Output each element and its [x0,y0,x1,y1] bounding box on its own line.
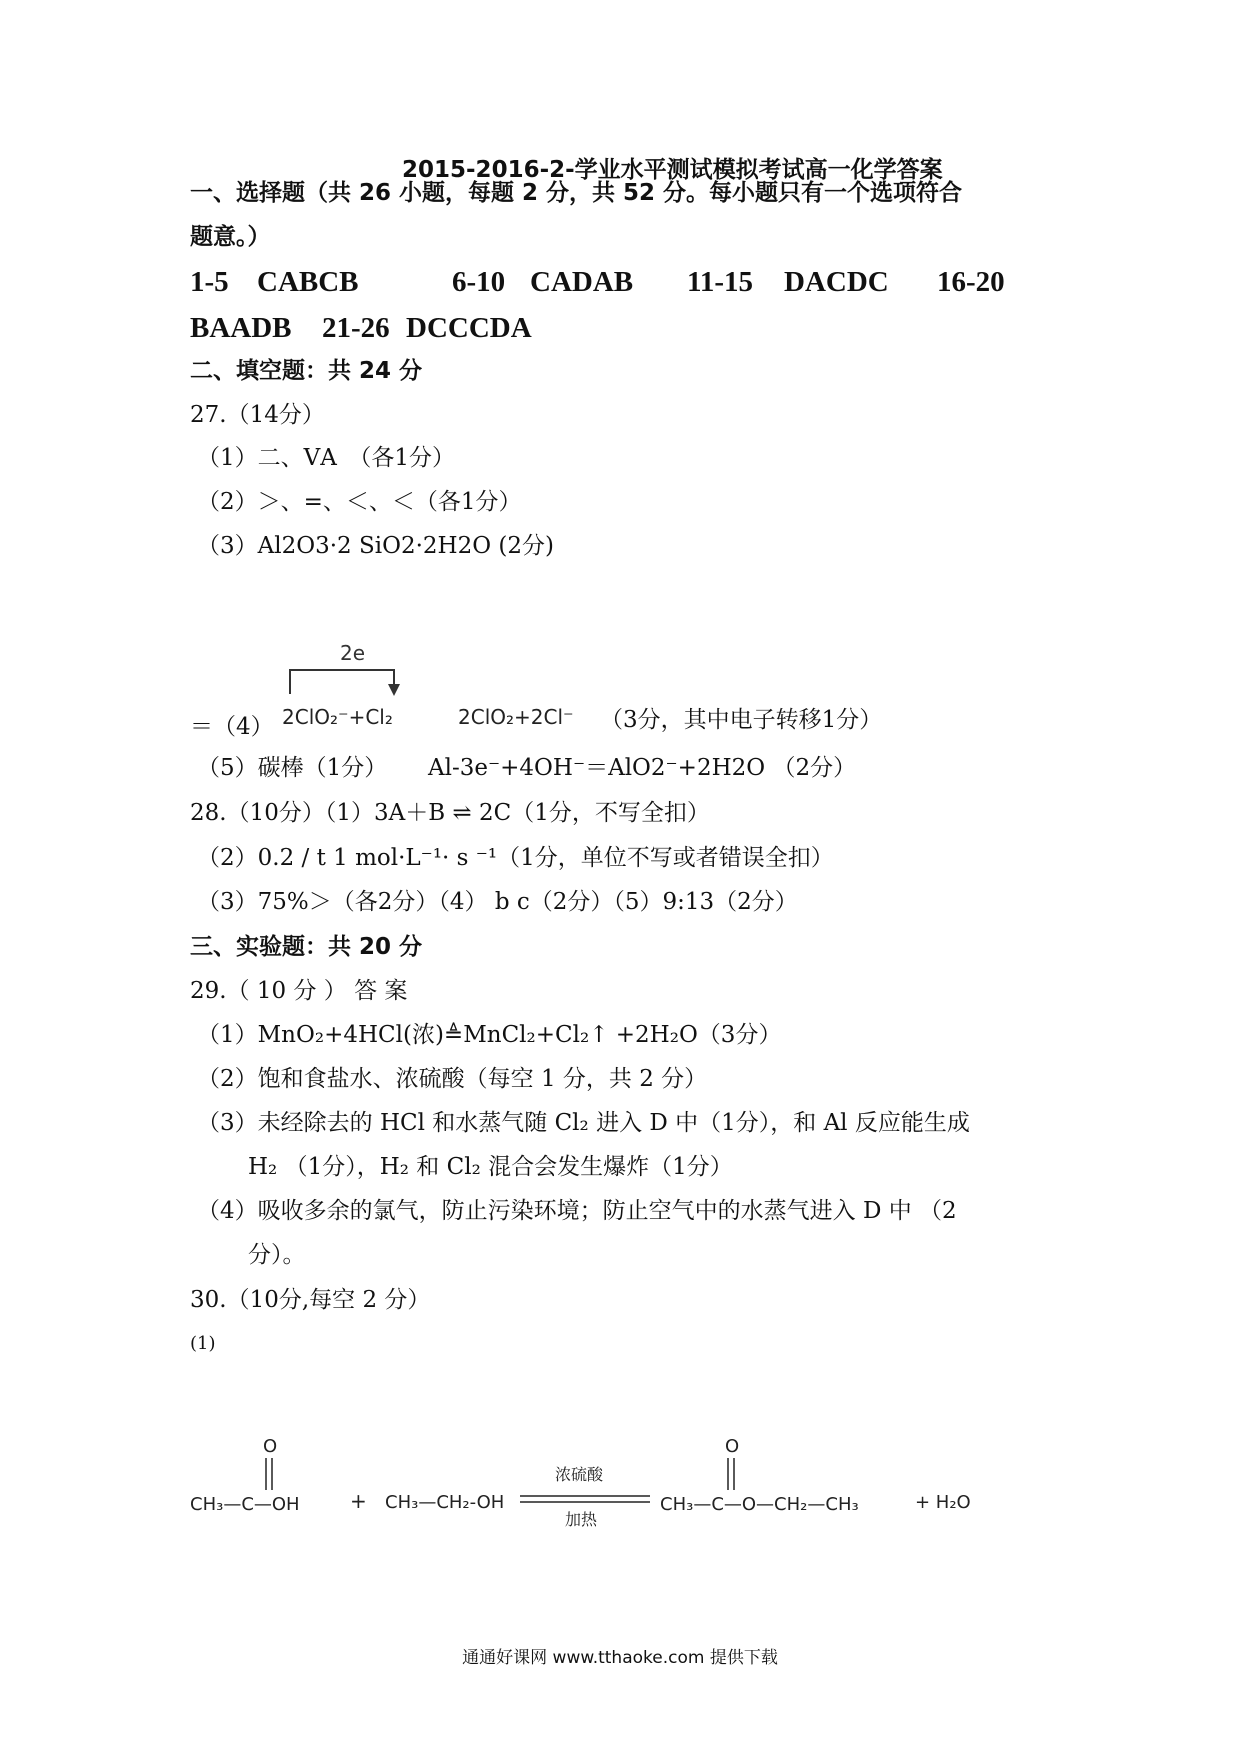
page-title: 2015-2016-2-学业水平测试模拟考试高一化学答案 [402,157,943,183]
answer-range: 21-26 [322,312,390,344]
ethyl-acetate-label: CH₃—C—O—CH₂—CH₃ [660,1494,859,1515]
q27-part4-note: （3分，其中电子转移1分） [600,707,883,733]
answer-range: 1-5 [190,266,229,298]
q29-header: 29.（ 10 分 ） 答 案 [190,978,408,1004]
answer-letters: DACDC [784,266,889,298]
q29-part4-line1: （4）吸收多余的氯气，防止污染环境；防止空气中的水蒸气进入 D 中 （2 [197,1198,957,1224]
esterification-equation [180,1430,1040,1530]
water-label: + H₂O [915,1492,971,1513]
q27-part4-left: 2ClO₂⁻+Cl₂ [282,705,393,729]
q27-part1: （1）二、ⅤA （各1分） [197,445,455,471]
q27-part4-right: 2ClO₂+2Cl⁻ [458,705,574,729]
ester-oxygen-label: O [725,1436,740,1457]
q29-part3-line2: H₂ （1分），H₂ 和 Cl₂ 混合会发生爆炸（1分） [248,1154,733,1180]
q29-part1: （1）MnO₂+4HCl(浓)≜MnCl₂+Cl₂↑ +2H₂O（3分） [197,1022,782,1048]
acetic-acid-label: CH₃—C—OH [190,1494,300,1515]
q27-header: 27.（14分） [190,402,325,428]
condition-top-label: 浓硫酸 [555,1465,604,1484]
answer-letters: CABCB [257,266,359,298]
electron-label: 2e [340,641,366,665]
q27-part2: （2）＞、=、＜、＜（各1分） [197,489,522,515]
electron-transfer-arrow [280,640,440,700]
section2-heading: 二、填空题：共 24 分 [190,358,423,384]
q27-part5-b: Al-3e⁻+4OH⁻＝AlO2⁻+2H2O （2分） [428,755,857,781]
q30-sub-label: (1) [190,1333,216,1354]
q27-part4-prefix: ＝（4） [190,714,274,740]
footer: 通通好课网 www.tthaoke.com 提供下载 [462,1648,778,1668]
q30-header: 30.（10分,每空 2 分） [190,1287,431,1313]
section1-heading-cont: 题意。） [190,224,271,250]
ethanol-label: CH₃—CH₂-OH [385,1492,505,1513]
answers-row-2 [190,310,790,350]
section1-heading: 一、选择题（共 26 小题，每题 2 分，共 52 分。每小题只有一个选项符合 [190,180,963,206]
q28-part3: （3）75%＞（各2分）（4） b c（2分）（5）9:13（2分） [197,889,798,915]
q29-part4-line2: 分）。 [248,1242,306,1268]
answer-letters: DCCCDA [406,312,532,344]
q27-part3: （3）Al2O3·2 SiO2·2H2O (2分) [197,533,554,559]
answer-range: 11-15 [687,266,754,298]
plus-sign: + [350,1489,367,1513]
answer-range: 6-10 [452,266,506,298]
section3-heading: 三、实验题：共 20 分 [190,934,423,960]
answer-letters: BAADB [190,312,292,344]
answers-row-1 [190,264,1090,304]
q29-part3-line1: （3）未经除去的 HCl 和水蒸气随 Cl₂ 进入 D 中（1分），和 Al 反应能生成 [197,1110,970,1136]
carbonyl-oxygen-label: O [263,1436,278,1457]
condition-bottom-label: 加热 [565,1510,598,1529]
q27-part5-a: （5）碳棒（1分） [197,755,388,781]
q29-part2: （2）饱和食盐水、浓硫酸（每空 1 分，共 2 分） [197,1066,708,1092]
answer-range: 16-20 [937,266,1005,298]
q28-part2: （2）0.2 / t 1 mol·L⁻¹· s ⁻¹（1分，单位不写或者错误全扣） [197,845,834,871]
answer-letters: CADAB [530,266,634,298]
q28-part1: 28.（10分）（1）3A＋B ⇌ 2C（1分，不写全扣） [190,800,710,826]
